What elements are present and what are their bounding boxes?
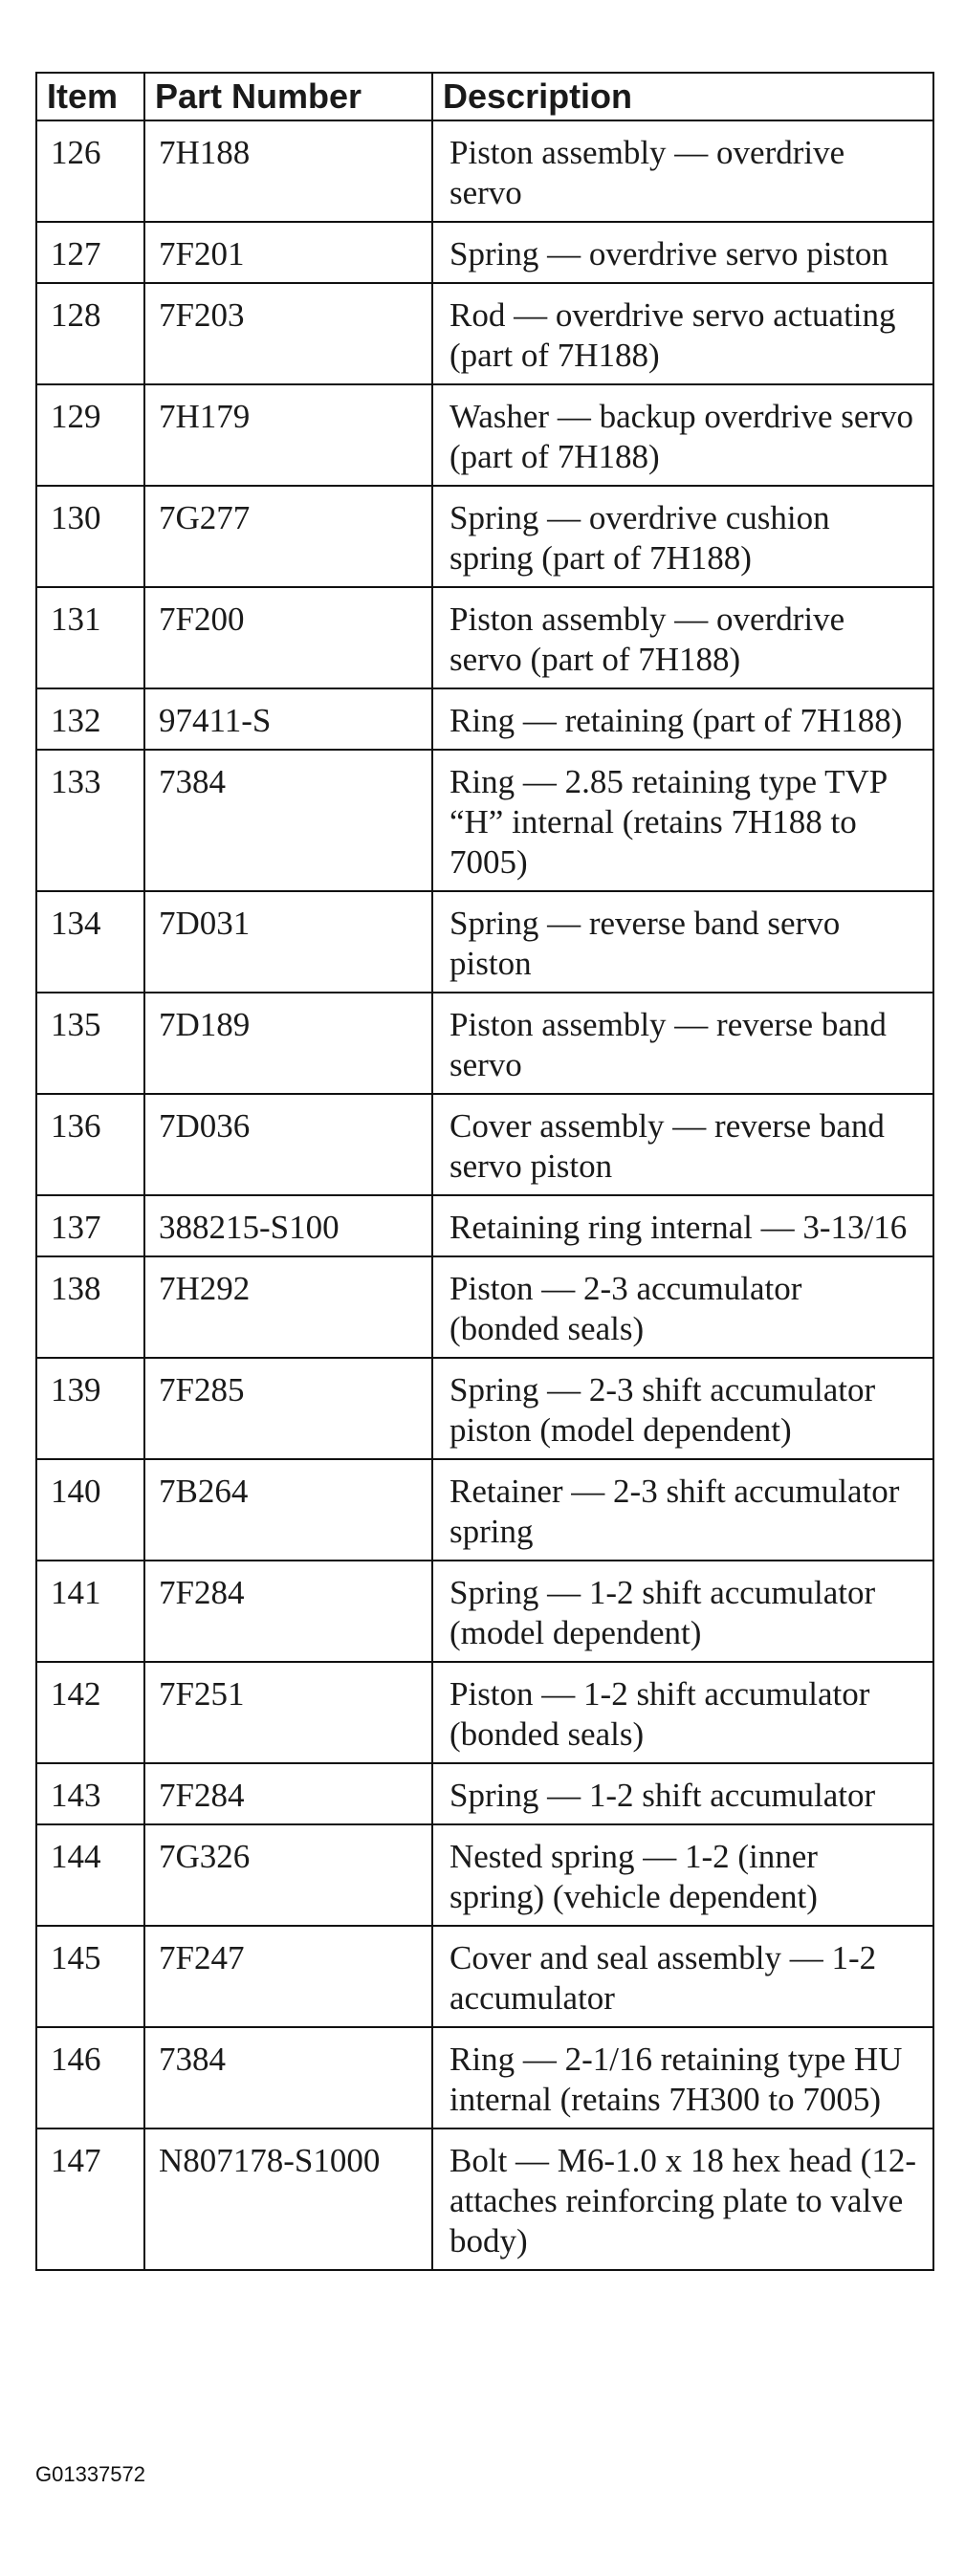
- item-cell: 129: [36, 384, 144, 486]
- parts-table: [35, 72, 934, 2271]
- description-cell: Cover assembly — reverse band servo piston: [432, 1094, 933, 1195]
- item-cell: 128: [36, 283, 144, 384]
- part-number-cell: 7F247: [144, 1926, 432, 2027]
- part-number-cell: 7B264: [144, 1459, 432, 1561]
- table-row: [36, 1195, 933, 1256]
- item-cell: 135: [36, 993, 144, 1094]
- table-row: [36, 688, 933, 750]
- description-cell: Ring — 2.85 retaining type TVP “H” internal (retains 7H188 to 7005): [432, 750, 933, 891]
- part-number-cell: 7H179: [144, 384, 432, 486]
- part-number-cell: 7G326: [144, 1824, 432, 1926]
- table-row: [36, 384, 933, 486]
- table-row: [36, 891, 933, 993]
- part-number-cell: 7G277: [144, 486, 432, 587]
- header-item: Item: [36, 73, 144, 120]
- item-cell: 130: [36, 486, 144, 587]
- part-number-cell: 7F201: [144, 222, 432, 283]
- description-cell: Spring — overdrive cushion spring (part of 7H188): [432, 486, 933, 587]
- part-number-cell: 7D036: [144, 1094, 432, 1195]
- table-row: [36, 1094, 933, 1195]
- item-cell: 127: [36, 222, 144, 283]
- header-description: Description: [432, 73, 933, 120]
- table-row: [36, 1358, 933, 1459]
- item-cell: 134: [36, 891, 144, 993]
- part-number-cell: 7F251: [144, 1662, 432, 1763]
- description-cell: Cover and seal assembly — 1-2 accumulator: [432, 1926, 933, 2027]
- table-header-row: [36, 73, 933, 120]
- description-cell: Piston — 1-2 shift accumulator (bonded seals): [432, 1662, 933, 1763]
- description-cell: Washer — backup overdrive servo (part of 7H188): [432, 384, 933, 486]
- table-row: [36, 2128, 933, 2270]
- part-number-cell: 7F284: [144, 1561, 432, 1662]
- table-row: [36, 486, 933, 587]
- part-number-cell: 388215-S100: [144, 1195, 432, 1256]
- table-row: [36, 1662, 933, 1763]
- item-cell: 142: [36, 1662, 144, 1763]
- item-cell: 132: [36, 688, 144, 750]
- description-cell: Retaining ring internal — 3-13/16: [432, 1195, 933, 1256]
- description-cell: Piston assembly — overdrive servo: [432, 120, 933, 222]
- description-cell: Bolt — M6-1.0 x 18 hex head (12-attaches reinforcing plate to valve body): [432, 2128, 933, 2270]
- part-number-cell: 97411-S: [144, 688, 432, 750]
- item-cell: 131: [36, 587, 144, 688]
- table-row: [36, 993, 933, 1094]
- table-row: [36, 2027, 933, 2128]
- part-number-cell: 7D189: [144, 993, 432, 1094]
- table-row: [36, 222, 933, 283]
- table-row: [36, 1256, 933, 1358]
- part-number-cell: 7F284: [144, 1763, 432, 1824]
- description-cell: Spring — 2-3 shift accumulator piston (model dependent): [432, 1358, 933, 1459]
- item-cell: 137: [36, 1195, 144, 1256]
- part-number-cell: 7F203: [144, 283, 432, 384]
- table-row: [36, 1824, 933, 1926]
- description-cell: Retainer — 2-3 shift accumulator spring: [432, 1459, 933, 1561]
- table-row: [36, 120, 933, 222]
- item-cell: 140: [36, 1459, 144, 1561]
- item-cell: 133: [36, 750, 144, 891]
- part-number-cell: 7384: [144, 750, 432, 891]
- table-row: [36, 1926, 933, 2027]
- item-cell: 147: [36, 2128, 144, 2270]
- item-cell: 126: [36, 120, 144, 222]
- table-row: [36, 1561, 933, 1662]
- part-number-cell: 7D031: [144, 891, 432, 993]
- description-cell: Nested spring — 1-2 (inner spring) (vehicle dependent): [432, 1824, 933, 1926]
- part-number-cell: 7H292: [144, 1256, 432, 1358]
- description-cell: Rod — overdrive servo actuating (part of 7H188): [432, 283, 933, 384]
- description-cell: Piston assembly — overdrive servo (part of 7H188): [432, 587, 933, 688]
- figure-code: G01337572: [35, 2462, 145, 2486]
- parts-table-container: [35, 72, 932, 2271]
- description-cell: Spring — 1-2 shift accumulator: [432, 1763, 933, 1824]
- description-cell: Piston — 2-3 accumulator (bonded seals): [432, 1256, 933, 1358]
- table-row: [36, 587, 933, 688]
- item-cell: 143: [36, 1763, 144, 1824]
- table-row: [36, 1763, 933, 1824]
- item-cell: 136: [36, 1094, 144, 1195]
- item-cell: 138: [36, 1256, 144, 1358]
- description-cell: Ring — retaining (part of 7H188): [432, 688, 933, 750]
- part-number-cell: 7H188: [144, 120, 432, 222]
- item-cell: 139: [36, 1358, 144, 1459]
- item-cell: 145: [36, 1926, 144, 2027]
- description-cell: Spring — overdrive servo piston: [432, 222, 933, 283]
- item-cell: 141: [36, 1561, 144, 1662]
- table-row: [36, 750, 933, 891]
- part-number-cell: N807178-S1000: [144, 2128, 432, 2270]
- table-row: [36, 283, 933, 384]
- part-number-cell: 7384: [144, 2027, 432, 2128]
- description-cell: Ring — 2-1/16 retaining type HU internal (retains 7H300 to 7005): [432, 2027, 933, 2128]
- part-number-cell: 7F200: [144, 587, 432, 688]
- description-cell: Piston assembly — reverse band servo: [432, 993, 933, 1094]
- part-number-cell: 7F285: [144, 1358, 432, 1459]
- description-cell: Spring — reverse band servo piston: [432, 891, 933, 993]
- table-row: [36, 1459, 933, 1561]
- item-cell: 144: [36, 1824, 144, 1926]
- item-cell: 146: [36, 2027, 144, 2128]
- header-part-number: Part Number: [144, 73, 432, 120]
- description-cell: Spring — 1-2 shift accumulator (model dependent): [432, 1561, 933, 1662]
